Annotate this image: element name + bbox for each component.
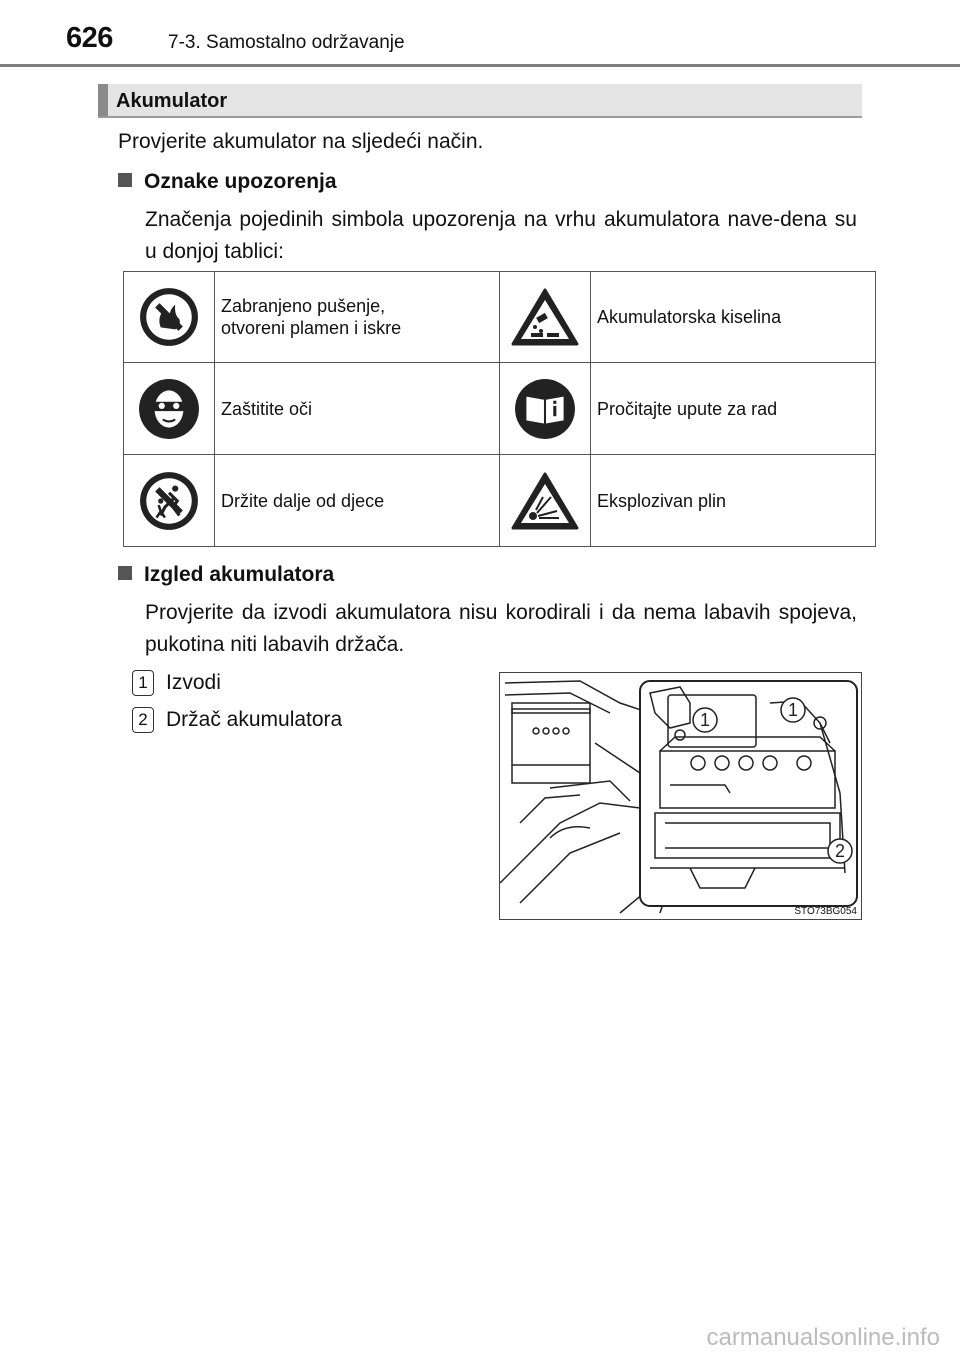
callout-terminal-left: 1 [699,710,711,730]
warning-labels-description: Značenja pojedinih simbola upozorenja na vrhu akumulatora nave-dena su u donjoj tablici: [145,208,857,263]
symbol-cell [500,272,591,363]
page-number: 626 [66,22,113,54]
symbol-label: Pročitajte upute za rad [597,398,778,419]
symbol-label: Eksplozivan plin [597,490,727,511]
section-title: Akumulator [116,90,228,112]
section-accent [98,84,108,116]
symbol-cell [124,272,215,363]
square-bullet-icon [118,566,132,580]
symbol-cell [500,363,591,455]
appearance-heading-text: Izgled akumulatora [144,563,335,586]
battery-drawing [500,673,861,919]
list-item [132,670,221,696]
illustration-code: STO73BG054 [794,906,857,917]
table-row [124,455,876,547]
callout-terminal-right: 1 [787,700,799,720]
battery-acid-icon [511,287,579,347]
keep-away-children-icon [138,470,200,532]
chapter-title: 7-3. Samostalno održavanje [168,32,405,53]
symbol-label: Zabranjeno pušenje, [221,296,386,316]
symbol-label-cell [215,363,500,455]
square-bullet-icon [118,173,132,187]
warning-labels-heading [118,170,337,194]
symbol-label: Držite dalje od djece [221,490,385,511]
intro-text: Provjerite akumulator na sljedeći način. [118,130,484,153]
item-label: Držač akumulatora [166,708,343,731]
warning-labels-heading-text: Oznake upozorenja [144,170,337,193]
table-row [124,272,876,363]
section-title-bar [98,84,862,118]
symbol-label: Akumulatorska kiselina [597,307,782,327]
symbol-label-cell [591,272,876,363]
symbol-label-cell [591,363,876,455]
watermark: carmanualsonline.info [706,1324,940,1351]
warning-symbols-table [123,271,876,547]
symbol-label: Zaštitite oči [221,398,313,419]
table-row [124,363,876,455]
callout-holder: 2 [834,841,846,861]
eye-protection-icon [138,378,200,440]
header-divider [0,64,960,67]
no-smoking-flame-icon [138,286,200,348]
appearance-description: Provjerite da izvodi akumulatora nisu korodirali i da nema labavih spojeva, pukotina niti labavih držača. [145,601,857,656]
read-manual-icon [514,378,576,440]
symbol-cell [500,455,591,547]
explosive-gas-icon [511,471,579,531]
symbol-cell [124,455,215,547]
symbol-label-cell [215,272,500,363]
page-header [0,0,960,70]
battery-illustration [499,672,862,920]
item-number: 1 [132,670,154,696]
symbol-label: otvoreni plamen i iskre [221,318,402,338]
symbol-label-cell [215,455,500,547]
item-label: Izvodi [166,671,221,694]
symbol-cell [124,363,215,455]
item-number: 2 [132,707,154,733]
list-item [132,707,342,733]
appearance-heading [118,563,334,587]
symbol-label-cell [591,455,876,547]
